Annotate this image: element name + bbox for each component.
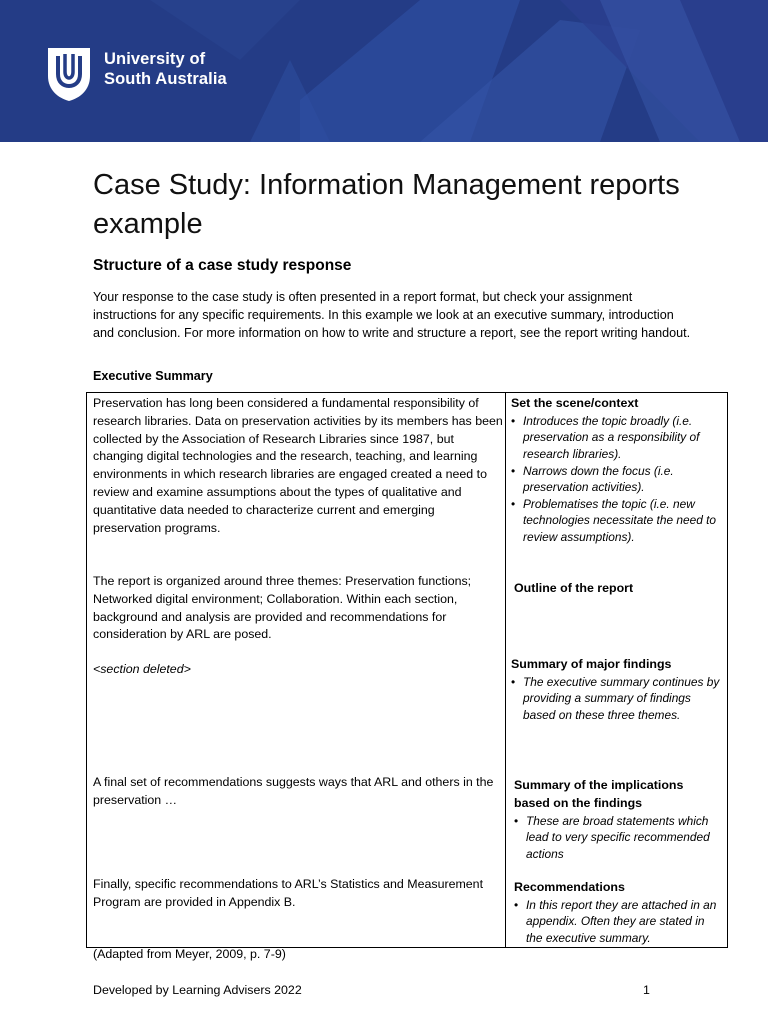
- example-paragraph-1: Preservation has long been considered a fundamental responsibility of research libraries. Data on preservation activities by its members has been collected by the Association of Research Libraries since 1987, but changing digital technologies and the research, teaching, and learning environments in which research libraries are engaged created a need to review and examine assumptions about the types of qualitative and quantitative data needed to characterize current and emerging preservation programs.: [93, 396, 503, 535]
- annotation-heading: Summary of major findings: [511, 657, 672, 671]
- annotation-context: [511, 395, 723, 546]
- intro-paragraph: Your response to the case study is often presented in a report format, but check your assignment instructions for any specific requirements. In this example we look at an executive summary, introduction and conclusion. For more information on how to write and structure a report, see the report writing handout.: [93, 290, 691, 340]
- footer-credit: Developed by Learning Advisers 2022: [93, 983, 302, 997]
- annotation-bullet: • In this report they are attached in an appendix. Often they are stated in the executive summary.: [514, 897, 722, 947]
- page-title: Case Study: Information Management reports example: [93, 169, 680, 240]
- example-paragraph-3: <section deleted>: [93, 662, 191, 676]
- section-subtitle: Structure of a case study response: [93, 257, 352, 274]
- annotation-outline: [514, 580, 726, 598]
- example-paragraph-2: The report is organized around three themes: Preservation functions; Networked digital environment; Collaboration. Within each section, background and analysis are provided and recommendations for consideration by ARL are posed.: [93, 574, 472, 642]
- annotation-bullets: [514, 813, 722, 863]
- university-name-line1: University of: [104, 50, 206, 68]
- header-banner: [0, 0, 768, 142]
- annotation-findings: [511, 656, 723, 724]
- annotation-recommendations: [514, 879, 722, 947]
- annotation-implications: [514, 777, 722, 862]
- annotation-heading: Set the scene/context: [511, 396, 639, 410]
- annotation-bullet: • Introduces the topic broadly (i.e. preservation as a responsibility of research libraries).: [511, 413, 723, 463]
- document-content: [93, 166, 733, 342]
- executive-summary-label: Executive Summary: [93, 369, 213, 383]
- annotation-heading: Outline of the report: [514, 581, 634, 595]
- annotation-bullets: [511, 674, 723, 724]
- example-paragraph-5: Finally, specific recommendations to ARL’s Statistics and Measurement Program are provided in Appendix B.: [93, 877, 484, 909]
- university-name: [104, 49, 227, 89]
- university-name-line2: South Australia: [104, 70, 227, 88]
- unisa-logo-icon: [46, 46, 92, 102]
- annotation-bullets: [511, 413, 723, 546]
- page-number: 1: [643, 983, 650, 997]
- annotation-bullet: • These are broad statements which lead to very specific recommended actions: [514, 813, 722, 863]
- annotation-bullet: • Narrows down the focus (i.e. preservation activities).: [511, 463, 723, 496]
- annotation-heading: Recommendations: [514, 880, 625, 894]
- source-citation: (Adapted from Meyer, 2009, p. 7-9): [93, 947, 286, 961]
- annotation-bullet: • Problematises the topic (i.e. new technologies necessitate the need to review assumptions).: [511, 496, 723, 546]
- annotation-heading: Summary of the implications based on the findings: [514, 778, 684, 810]
- example-paragraph-4: A final set of recommendations suggests ways that ARL and others in the preservation …: [93, 775, 494, 807]
- annotation-bullets: [514, 897, 722, 947]
- annotation-bullet: • The executive summary continues by providing a summary of findings based on these three themes.: [511, 674, 723, 724]
